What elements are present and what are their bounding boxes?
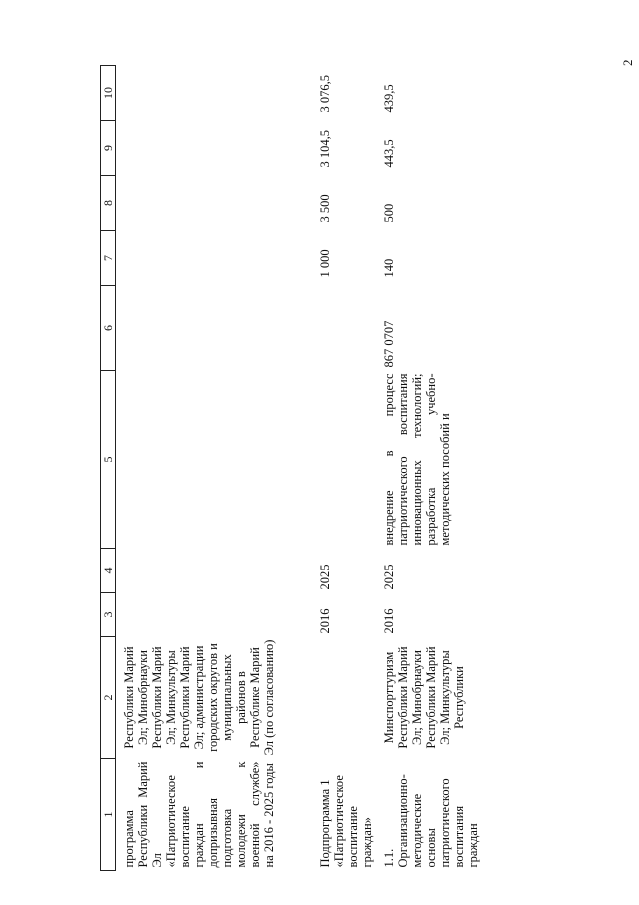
start-year-cell: 2016 (381, 608, 396, 634)
end-year-cell: 2025 (317, 564, 332, 590)
value-col7-cell: 1 000 (317, 249, 332, 278)
value-col8-cell (116, 176, 312, 231)
value-2016-cell (116, 231, 312, 286)
value-col8-cell: 500 (381, 203, 396, 223)
value-col7-cell: 140 (381, 258, 396, 278)
executors-cell: Минспорттуризм Республики Марий Эл; Минобрнауки Республики Марий Эл; Минкультуры Республики (381, 646, 466, 749)
result-cell (116, 371, 312, 549)
value-col9-cell (116, 121, 312, 176)
table-row-program (116, 66, 312, 871)
col-header-8: 8 (101, 176, 116, 231)
col-header-4: 4 (101, 549, 116, 593)
value-col9-cell: 443,5 (381, 139, 396, 168)
col-header-5: 5 (101, 371, 116, 549)
col-header-6: 6 (101, 286, 116, 371)
code-cell (116, 286, 312, 371)
rotated-table-container (100, 66, 524, 871)
col-header-10: 10 (101, 66, 116, 121)
table-row-activity (376, 66, 532, 871)
value-col10-cell: 439,5 (381, 84, 396, 113)
value-col8-cell: 3 500 (317, 194, 332, 223)
executors-cell: Республики Марий Эл; Минобрнауки Республики Марий Эл; Минкультуры Республики Марий Эл; администрации городских округов и муниципальных районов в Республике Марий Эл (по согласованию) (122, 639, 276, 756)
code-cell (312, 286, 376, 371)
col-header-2: 2 (101, 637, 116, 759)
value-col10-cell (116, 66, 312, 121)
result-cell: внедрение в процесс патриотического воспитания инновационных технологий; разработка учебно-методических пособий и (381, 373, 452, 546)
value-col10-cell: 3 076,5 (317, 75, 332, 113)
table-row-subprogram (312, 66, 376, 871)
end-year-cell: 2025 (381, 564, 396, 590)
col-header-9: 9 (101, 121, 116, 176)
column-number-row (101, 66, 116, 871)
page-number: 2 (620, 59, 635, 66)
end-year-cell (116, 549, 312, 593)
code-cell: 867 0707 (381, 320, 396, 368)
budget-table (100, 65, 532, 871)
program-name-cell: программа Республики Марий Эл «Патриотическое воспитание граждан и допризывная подготовка молодежи к военной службе» на 2016 - 2025 годы (122, 761, 276, 868)
value-col9-cell: 3 104,5 (317, 130, 332, 168)
col-header-3: 3 (101, 593, 116, 637)
start-year-cell: 2016 (317, 608, 332, 634)
subprogram-name-cell: Подпрограмма 1 «Патриотическое воспитание граждан» (317, 775, 374, 868)
activity-name-cell: 1.1. Организационно-методические основы патриотического воспитания граждан (381, 774, 480, 868)
col-header-7: 7 (101, 231, 116, 286)
result-cell (312, 371, 376, 549)
executors-cell (312, 637, 376, 759)
col-header-1: 1 (101, 759, 116, 871)
start-year-cell (116, 593, 312, 637)
